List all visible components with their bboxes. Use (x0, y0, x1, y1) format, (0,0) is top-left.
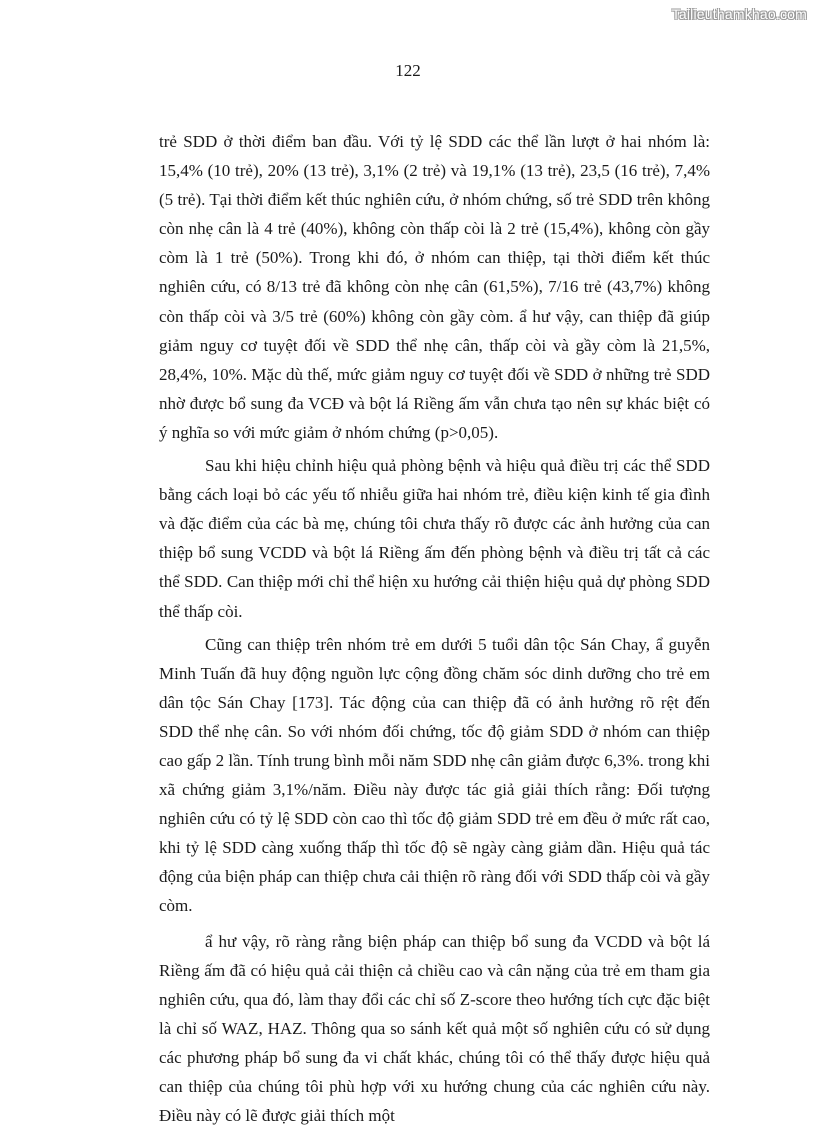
watermark-text: Tailieuthamkhao.com (671, 6, 807, 22)
document-body (159, 127, 710, 1130)
paragraph-4: ẩ hư vậy, rõ ràng rằng biện pháp can thiệp bổ sung đa VCDD và bột lá Riềng ấm đã có hiệu quả cải thiện cả chiều cao và cân nặng của trẻ em tham gia nghiên cứu, qua đó, làm thay đổi các chỉ số Z-score theo hướng tích cực đặc biệt là chỉ số WAZ, HAZ. Thông qua so sánh kết quả một số nghiên cứu có sử dụng các phương pháp bổ sung đa vi chất khác, chúng tôi có thể thấy được hiệu quả can thiệp của chúng tôi phù hợp với xu hướng chung của các nghiên cứu này. Điều này có lẽ được giải thích một (159, 931, 710, 1126)
page-number: 122 (395, 61, 421, 80)
paragraph-2: Sau khi hiệu chỉnh hiệu quả phòng bệnh và hiệu quả điều trị các thể SDD bằng cách loại bỏ các yếu tố nhiễu giữa hai nhóm trẻ, điều kiện kinh tế gia đình và đặc điểm của các bà mẹ, chúng tôi chưa thấy rõ được các ảnh hưởng của can thiệp bổ sung VCDD và bột lá Riềng ấm đến phòng bệnh và điều trị tất cả các thể SDD. Can thiệp mới chỉ thể hiện xu hướng cải thiện hiệu quả dự phòng SDD thể thấp còi. (159, 456, 710, 621)
paragraph-3: Cũng can thiệp trên nhóm trẻ em dưới 5 tuổi dân tộc Sán Chay, ẩ guyễn Minh Tuấn đã huy động nguồn lực cộng đồng chăm sóc dinh dưỡng cho trẻ em dân tộc Sán Chay [173]. Tác động của can thiệp đã có ảnh hưởng rõ rệt đến SDD thể nhẹ cân. So với nhóm đối chứng, tốc độ giảm SDD ở nhóm can thiệp cao gấp 2 lần. Tính trung bình mỗi năm SDD nhẹ cân giảm được 6,3%. trong khi xã chứng giảm 3,1%/năm. Điều này được tác giả giải thích rằng: Đối tượng nghiên cứu có tỷ lệ SDD còn cao thì tốc độ giảm SDD trẻ em đều ở mức rất cao, khi tỷ lệ SDD càng xuống thấp thì tốc độ sẽ ngày càng giảm dần. Hiệu quả tác động của biện pháp can thiệp chưa cải thiện rõ ràng đối với SDD thấp còi và gầy còm. (159, 634, 710, 916)
paragraph-1: trẻ SDD ở thời điểm ban đầu. Với tỷ lệ SDD các thể lần lượt ở hai nhóm là: 15,4% (10 trẻ), 20% (13 trẻ), 3,1% (2 trẻ) và 19,1% (13 trẻ), 23,5 (16 trẻ), 7,4% (5 trẻ). Tại thời điểm kết thúc nghiên cứu, ở nhóm chứng, số trẻ SDD trên không còn nhẹ cân là 4 trẻ (40%), không còn thấp còi là 2 trẻ (15,4%), không còn gầy còm là 1 trẻ (50%). Trong khi đó, ở nhóm can thiệp, tại thời điểm kết thúc nghiên cứu, có 8/13 trẻ đã không còn nhẹ cân (61,5%), 7/16 trẻ (43,7%) không còn thấp còi và 3/5 trẻ (60%) không còn gầy còm. ẩ hư vậy, can thiệp đã giúp giảm nguy cơ tuyệt đối về SDD thể nhẹ cân, thấp còi và gầy còm là 21,5%, 28,4%, 10%. Mặc dù thế, mức giảm nguy cơ tuyệt đối về SDD ở những trẻ SDD nhờ được bổ sung đa VCĐ và bột lá Riềng ấm vẫn chưa tạo nên sự khác biệt có ý nghĩa so với mức giảm ở nhóm chứng (p>0,05). (159, 132, 710, 442)
